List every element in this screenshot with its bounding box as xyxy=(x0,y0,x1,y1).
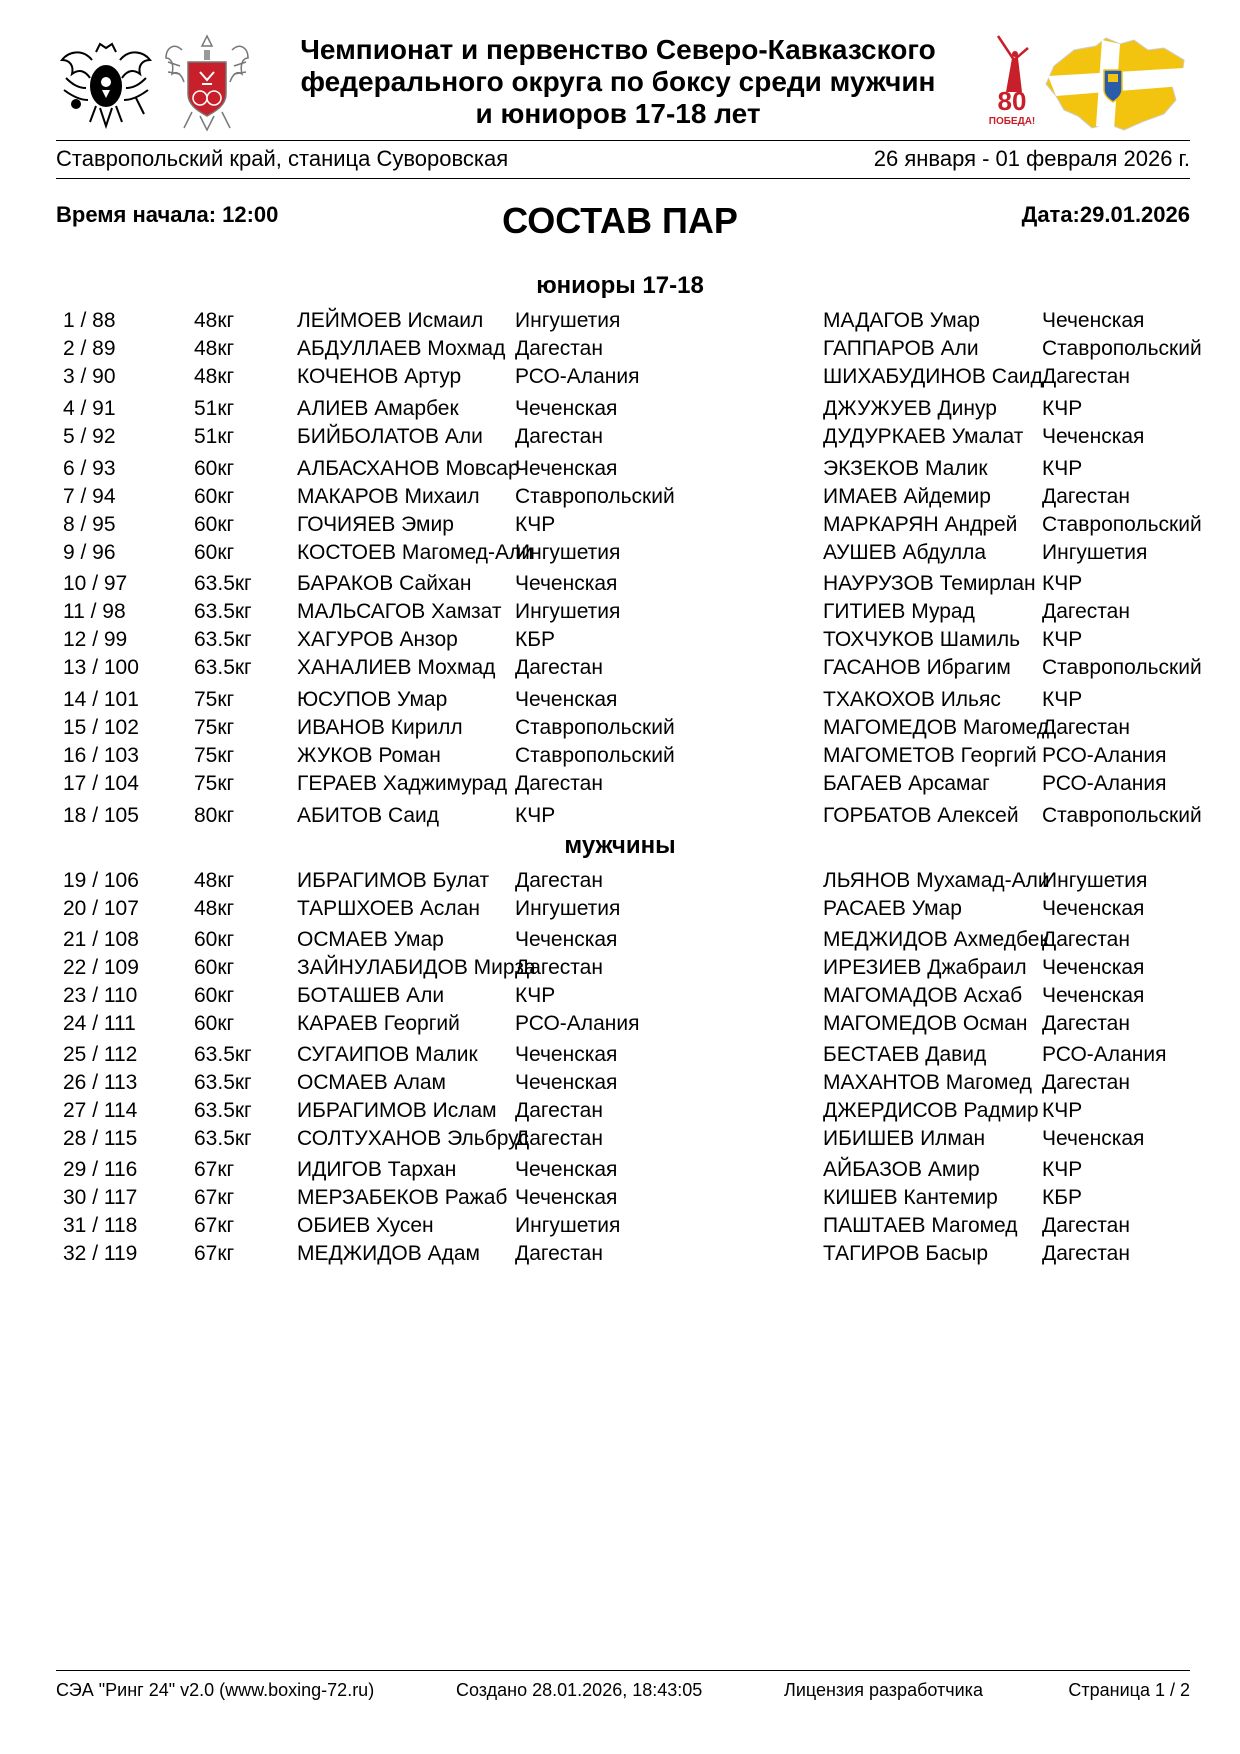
boxer-1-name: ХАНАЛИЕВ Мохмад xyxy=(297,656,496,679)
boxer-1-name: МЕДЖИДОВ Адам xyxy=(297,1242,480,1265)
fight-number: 23 / 110 xyxy=(63,984,138,1007)
boxing-federation-emblem xyxy=(162,32,252,132)
pair-row xyxy=(0,365,1240,391)
boxer-2-region: КЧР xyxy=(1042,1099,1083,1122)
pair-row xyxy=(0,1214,1240,1240)
boxer-1-name: АЛИЕВ Амарбек xyxy=(297,397,459,420)
document-date: Дата:29.01.2026 xyxy=(1021,202,1190,227)
boxer-1-region: Дагестан xyxy=(515,1099,603,1122)
weight-class: 63.5кг xyxy=(194,1043,252,1066)
fight-number: 17 / 104 xyxy=(63,772,139,795)
boxer-1-name: КОЧЕНОВ Артур xyxy=(297,365,462,388)
header-divider xyxy=(56,140,1190,141)
championship-title xyxy=(268,34,968,130)
boxer-1-name: ТАРШХОЕВ Аслан xyxy=(297,897,480,920)
boxer-2-name: ШИХАБУДИНОВ Саид xyxy=(823,365,1043,388)
boxer-2-name: ГИТИЕВ Мурад xyxy=(823,600,975,623)
badge-number: 80 xyxy=(997,86,1027,116)
fight-number: 2 / 89 xyxy=(63,337,116,360)
boxer-2-name: МАГОМАДОВ Асхаб xyxy=(823,984,1023,1007)
weight-class: 75кг xyxy=(194,716,235,739)
boxer-1-name: ИБРАГИМОВ Ислам xyxy=(297,1099,497,1122)
boxer-2-name: НАУРУЗОВ Темирлан xyxy=(823,572,1036,595)
fight-number: 29 / 116 xyxy=(63,1158,138,1181)
weight-class: 63.5кг xyxy=(194,1099,252,1122)
footer-created: Создано 28.01.2026, 18:43:05 xyxy=(456,1680,703,1700)
boxer-2-region: Ставропольский xyxy=(1042,804,1202,827)
boxer-1-region: Чеченская xyxy=(515,1158,618,1181)
weight-class: 67кг xyxy=(194,1242,235,1265)
boxer-2-region: Дагестан xyxy=(1042,485,1130,508)
boxer-1-name: БОТАШЕВ Али xyxy=(297,984,445,1007)
title-line-2: федерального округа по боксу среди мужчин xyxy=(300,66,936,97)
boxer-2-name: КИШЕВ Кантемир xyxy=(823,1186,998,1209)
boxer-2-name: АУШЕВ Абдулла xyxy=(823,541,987,564)
title-line-3: и юниоров 17-18 лет xyxy=(475,98,761,129)
pair-row xyxy=(0,1158,1240,1184)
weight-class: 67кг xyxy=(194,1186,235,1209)
boxer-1-name: АБИТОВ Саид xyxy=(297,804,440,827)
boxer-1-region: Дагестан xyxy=(515,1242,603,1265)
boxer-1-region: Дагестан xyxy=(515,869,603,892)
weight-class: 60кг xyxy=(194,956,235,979)
weight-class: 63.5кг xyxy=(194,656,252,679)
weight-class: 75кг xyxy=(194,688,235,711)
boxer-1-region: КЧР xyxy=(515,513,556,536)
boxer-1-region: Ставропольский xyxy=(515,744,675,767)
fight-number: 28 / 115 xyxy=(63,1127,138,1150)
boxer-1-region: Чеченская xyxy=(515,457,618,480)
event-location: Ставропольский край, станица Суворовская xyxy=(56,146,509,171)
boxer-1-name: ГОЧИЯЕВ Эмир xyxy=(297,513,454,536)
boxer-1-region: РСО-Алания xyxy=(515,1012,640,1035)
boxer-2-name: АЙБАЗОВ Амир xyxy=(823,1158,980,1181)
fight-number: 21 / 108 xyxy=(63,928,139,951)
pair-row xyxy=(0,956,1240,982)
boxer-1-name: ИДИГОВ Тархан xyxy=(297,1158,457,1181)
boxer-2-name: БАГАЕВ Арсамаг xyxy=(823,772,990,795)
pair-row xyxy=(0,1043,1240,1069)
boxer-2-name: ИМАЕВ Айдемир xyxy=(823,485,991,508)
boxer-1-name: ЖУКОВ Роман xyxy=(297,744,441,767)
pair-row xyxy=(0,772,1240,798)
boxer-1-region: КЧР xyxy=(515,984,556,1007)
badge-caption: ПОБЕДА! xyxy=(988,116,1036,127)
boxer-1-name: АЛБАСХАНОВ Мовсар xyxy=(297,457,520,480)
boxer-1-region: КЧР xyxy=(515,804,556,827)
boxer-1-name: АБДУЛЛАЕВ Мохмад xyxy=(297,337,506,360)
boxer-2-name: МЕДЖИДОВ Ахмедбек xyxy=(823,928,1049,951)
weight-class: 48кг xyxy=(194,869,235,892)
weight-class: 60кг xyxy=(194,928,235,951)
fight-number: 10 / 97 xyxy=(63,572,128,595)
weight-class: 60кг xyxy=(194,485,235,508)
pair-row xyxy=(0,600,1240,626)
pair-row xyxy=(0,457,1240,483)
boxer-2-name: МАРКАРЯН Андрей xyxy=(823,513,1018,536)
fight-number: 1 / 88 xyxy=(63,309,116,332)
pair-row xyxy=(0,1099,1240,1125)
section-title: юниоры 17-18 xyxy=(536,272,704,299)
fight-number: 13 / 100 xyxy=(63,656,139,679)
weight-class: 63.5кг xyxy=(194,572,252,595)
boxer-1-region: Ингушетия xyxy=(515,600,621,623)
boxer-1-region: Чеченская xyxy=(515,1186,618,1209)
weight-class: 48кг xyxy=(194,309,235,332)
pair-row xyxy=(0,397,1240,423)
pair-row xyxy=(0,688,1240,714)
boxer-2-region: РСО-Алания xyxy=(1042,744,1167,767)
boxer-2-name: ГОРБАТОВ Алексей xyxy=(823,804,1019,827)
boxer-1-name: ОСМАЕВ Умар xyxy=(297,928,444,951)
weight-class: 63.5кг xyxy=(194,1127,252,1150)
fight-number: 11 / 98 xyxy=(63,600,126,623)
boxer-2-name: МАДАГОВ Умар xyxy=(823,309,980,332)
boxer-2-region: КЧР xyxy=(1042,1158,1083,1181)
fight-number: 12 / 99 xyxy=(63,628,128,651)
pair-row xyxy=(0,485,1240,511)
pair-row xyxy=(0,628,1240,654)
pair-row xyxy=(0,804,1240,830)
footer-divider xyxy=(56,1670,1190,1671)
boxer-2-region: КЧР xyxy=(1042,572,1083,595)
double-headed-eagle-emblem xyxy=(56,38,156,130)
fight-number: 26 / 113 xyxy=(63,1071,138,1094)
boxer-2-region: КЧР xyxy=(1042,688,1083,711)
boxer-2-name: ТАГИРОВ Басыр xyxy=(823,1242,989,1265)
boxer-1-name: СУГАИПОВ Малик xyxy=(297,1043,478,1066)
boxer-2-name: ДУДУРКАЕВ Умалат xyxy=(823,425,1024,448)
pair-row xyxy=(0,1242,1240,1268)
pair-row xyxy=(0,984,1240,1010)
subheader-divider xyxy=(56,178,1190,179)
fight-number: 9 / 96 xyxy=(63,541,116,564)
boxer-2-name: МАГОМЕДОВ Магомед xyxy=(823,716,1050,739)
pair-row xyxy=(0,869,1240,895)
weight-class: 63.5кг xyxy=(194,600,252,623)
pair-row xyxy=(0,744,1240,770)
fight-number: 25 / 112 xyxy=(63,1043,138,1066)
boxer-1-name: ОСМАЕВ Алам xyxy=(297,1071,446,1094)
pair-row xyxy=(0,337,1240,363)
weight-class: 60кг xyxy=(194,457,235,480)
boxer-2-name: ГАППАРОВ Али xyxy=(823,337,979,360)
weight-class: 60кг xyxy=(194,1012,235,1035)
fight-number: 8 / 95 xyxy=(63,513,116,536)
boxer-2-region: Дагестан xyxy=(1042,716,1130,739)
boxer-1-region: Ингушетия xyxy=(515,309,621,332)
boxer-1-name: БАРАКОВ Сайхан xyxy=(297,572,472,595)
boxer-2-region: Ставропольский xyxy=(1042,513,1202,536)
boxer-2-region: КЧР xyxy=(1042,457,1083,480)
fight-number: 32 / 119 xyxy=(63,1242,138,1265)
boxer-1-name: ОБИЕВ Хусен xyxy=(297,1214,434,1237)
boxer-2-region: КБР xyxy=(1042,1186,1083,1209)
boxer-2-region: КЧР xyxy=(1042,397,1083,420)
stavropol-region-flag-map xyxy=(1044,36,1192,134)
fight-number: 6 / 93 xyxy=(63,457,116,480)
boxer-2-name: ТОХЧУКОВ Шамиль xyxy=(823,628,1021,651)
boxer-1-name: ЛЕЙМОЕВ Исмаил xyxy=(297,309,484,332)
weight-class: 48кг xyxy=(194,337,235,360)
victory-80-badge xyxy=(988,34,1036,132)
boxer-2-name: ДЖУЖУЕВ Динур xyxy=(823,397,997,420)
boxer-1-region: Дагестан xyxy=(515,337,603,360)
boxer-1-name: ЗАЙНУЛАБИДОВ Мирза xyxy=(297,956,536,979)
boxer-1-name: ИБРАГИМОВ Булат xyxy=(297,869,490,892)
weight-class: 48кг xyxy=(194,897,235,920)
boxer-2-name: МАХАНТОВ Магомед xyxy=(823,1071,1032,1094)
weight-class: 48кг xyxy=(194,365,235,388)
boxer-2-name: МАГОМЕДОВ Осман xyxy=(823,1012,1028,1035)
boxer-1-region: Чеченская xyxy=(515,1071,618,1094)
pair-row xyxy=(0,425,1240,451)
boxer-2-region: Ингушетия xyxy=(1042,869,1148,892)
weight-class: 60кг xyxy=(194,541,235,564)
boxer-1-name: ИВАНОВ Кирилл xyxy=(297,716,463,739)
boxer-1-region: Чеченская xyxy=(515,688,618,711)
boxer-2-region: РСО-Алания xyxy=(1042,1043,1167,1066)
boxer-1-name: МЕРЗАБЕКОВ Ражаб xyxy=(297,1186,508,1209)
fight-number: 27 / 114 xyxy=(63,1099,138,1122)
boxer-2-region: Дагестан xyxy=(1042,1214,1130,1237)
boxer-1-region: Дагестан xyxy=(515,656,603,679)
pair-row xyxy=(0,309,1240,335)
fight-number: 14 / 101 xyxy=(63,688,139,711)
footer-page: Страница 1 / 2 xyxy=(1068,1680,1190,1700)
boxer-1-region: Дагестан xyxy=(515,956,603,979)
fight-number: 16 / 103 xyxy=(63,744,139,767)
weight-class: 51кг xyxy=(194,397,235,420)
pair-row xyxy=(0,1127,1240,1153)
boxer-1-region: Дагестан xyxy=(515,425,603,448)
boxer-1-region: Ставропольский xyxy=(515,485,675,508)
pair-row xyxy=(0,1186,1240,1212)
boxer-1-region: РСО-Алания xyxy=(515,365,640,388)
fight-number: 31 / 118 xyxy=(63,1214,138,1237)
fight-number: 24 / 111 xyxy=(63,1012,136,1035)
boxer-2-region: Ставропольский xyxy=(1042,337,1202,360)
boxer-1-name: МАЛЬСАГОВ Хамзат xyxy=(297,600,502,623)
fight-number: 5 / 92 xyxy=(63,425,116,448)
weight-class: 60кг xyxy=(194,984,235,1007)
event-dates: 26 января - 01 февраля 2026 г. xyxy=(873,146,1190,171)
boxer-2-name: ЛЬЯНОВ Мухамад-Али xyxy=(823,869,1050,892)
boxer-1-region: КБР xyxy=(515,628,556,651)
pair-row xyxy=(0,541,1240,567)
boxer-2-name: ТХАКОХОВ Ильяс xyxy=(823,688,1001,711)
boxer-1-region: Чеченская xyxy=(515,928,618,951)
weight-class: 75кг xyxy=(194,744,235,767)
footer-license: Лицензия разработчика xyxy=(784,1680,983,1700)
boxer-2-region: Дагестан xyxy=(1042,600,1130,623)
boxer-1-region: Ингушетия xyxy=(515,897,621,920)
boxer-2-name: ПАШТАЕВ Магомед xyxy=(823,1214,1018,1237)
weight-class: 67кг xyxy=(194,1158,235,1181)
boxer-2-region: Чеченская xyxy=(1042,984,1145,1007)
fight-number: 18 / 105 xyxy=(63,804,139,827)
boxer-2-region: КЧР xyxy=(1042,628,1083,651)
boxer-1-region: Дагестан xyxy=(515,772,603,795)
boxer-2-name: БЕСТАЕВ Давид xyxy=(823,1043,987,1066)
boxer-1-region: Ставропольский xyxy=(515,716,675,739)
pair-row xyxy=(0,1012,1240,1038)
title-line-1: Чемпионат и первенство Северо-Кавказского xyxy=(300,34,936,65)
footer-software: СЭА "Ринг 24" v2.0 (www.boxing-72.ru) xyxy=(56,1680,375,1700)
boxer-1-region: Ингушетия xyxy=(515,541,621,564)
pair-row xyxy=(0,928,1240,954)
boxer-2-region: Дагестан xyxy=(1042,1012,1130,1035)
pair-row xyxy=(0,572,1240,598)
boxer-1-region: Ингушетия xyxy=(515,1214,621,1237)
weight-class: 60кг xyxy=(194,513,235,536)
boxer-2-region: Чеченская xyxy=(1042,309,1145,332)
boxer-1-region: Чеченская xyxy=(515,1043,618,1066)
boxer-2-name: ЭКЗЕКОВ Малик xyxy=(823,457,988,480)
weight-class: 67кг xyxy=(194,1214,235,1237)
boxer-2-name: ИБИШЕВ Илман xyxy=(823,1127,986,1150)
section-title: мужчины xyxy=(564,832,676,859)
weight-class: 63.5кг xyxy=(194,1071,252,1094)
boxer-1-region: Чеченская xyxy=(515,572,618,595)
weight-class: 51кг xyxy=(194,425,235,448)
boxer-1-name: ЮСУПОВ Умар xyxy=(297,688,448,711)
fight-number: 3 / 90 xyxy=(63,365,116,388)
boxer-2-name: ИРЕЗИЕВ Джабраил xyxy=(823,956,1027,979)
fight-number: 20 / 107 xyxy=(63,897,139,920)
pair-row xyxy=(0,716,1240,742)
boxer-2-name: МАГОМЕТОВ Георгий xyxy=(823,744,1037,767)
fight-number: 4 / 91 xyxy=(63,397,116,420)
fight-number: 19 / 106 xyxy=(63,869,139,892)
boxer-2-name: ГАСАНОВ Ибрагим xyxy=(823,656,1011,679)
weight-class: 75кг xyxy=(194,772,235,795)
boxer-2-region: Чеченская xyxy=(1042,425,1145,448)
boxer-1-name: КАРАЕВ Георгий xyxy=(297,1012,460,1035)
fight-number: 22 / 109 xyxy=(63,956,139,979)
fight-number: 30 / 117 xyxy=(63,1186,138,1209)
pair-row xyxy=(0,656,1240,682)
boxer-2-region: Чеченская xyxy=(1042,897,1145,920)
boxer-1-name: СОЛТУХАНОВ Эльбрус xyxy=(297,1127,529,1150)
weight-class: 80кг xyxy=(194,804,235,827)
pair-row xyxy=(0,897,1240,923)
boxer-1-region: Дагестан xyxy=(515,1127,603,1150)
boxer-2-region: Ингушетия xyxy=(1042,541,1148,564)
boxer-2-region: Дагестан xyxy=(1042,928,1130,951)
document-title: СОСТАВ ПАР xyxy=(502,200,738,241)
boxer-2-name: РАСАЕВ Умар xyxy=(823,897,962,920)
pair-row xyxy=(0,513,1240,539)
start-time: Время начала: 12:00 xyxy=(56,202,279,227)
boxer-1-name: ХАГУРОВ Анзор xyxy=(297,628,458,651)
pair-row xyxy=(0,1071,1240,1097)
boxer-2-region: Дагестан xyxy=(1042,365,1130,388)
boxer-1-name: ГЕРАЕВ Хаджимурад xyxy=(297,772,508,795)
boxer-1-region: Чеченская xyxy=(515,397,618,420)
fight-number: 7 / 94 xyxy=(63,485,116,508)
boxer-2-region: Дагестан xyxy=(1042,1242,1130,1265)
boxer-2-region: РСО-Алания xyxy=(1042,772,1167,795)
boxer-2-region: Дагестан xyxy=(1042,1071,1130,1094)
boxer-2-name: ДЖЕРДИСОВ Радмир xyxy=(823,1099,1039,1122)
fight-number: 15 / 102 xyxy=(63,716,139,739)
boxer-2-region: Ставропольский xyxy=(1042,656,1202,679)
boxer-2-region: Чеченская xyxy=(1042,956,1145,979)
boxer-1-name: КОСТОЕВ Магомед-Али xyxy=(297,541,534,564)
boxer-2-region: Чеченская xyxy=(1042,1127,1145,1150)
boxer-1-name: БИЙБОЛАТОВ Али xyxy=(297,425,483,448)
weight-class: 63.5кг xyxy=(194,628,252,651)
boxer-1-name: МАКАРОВ Михаил xyxy=(297,485,480,508)
